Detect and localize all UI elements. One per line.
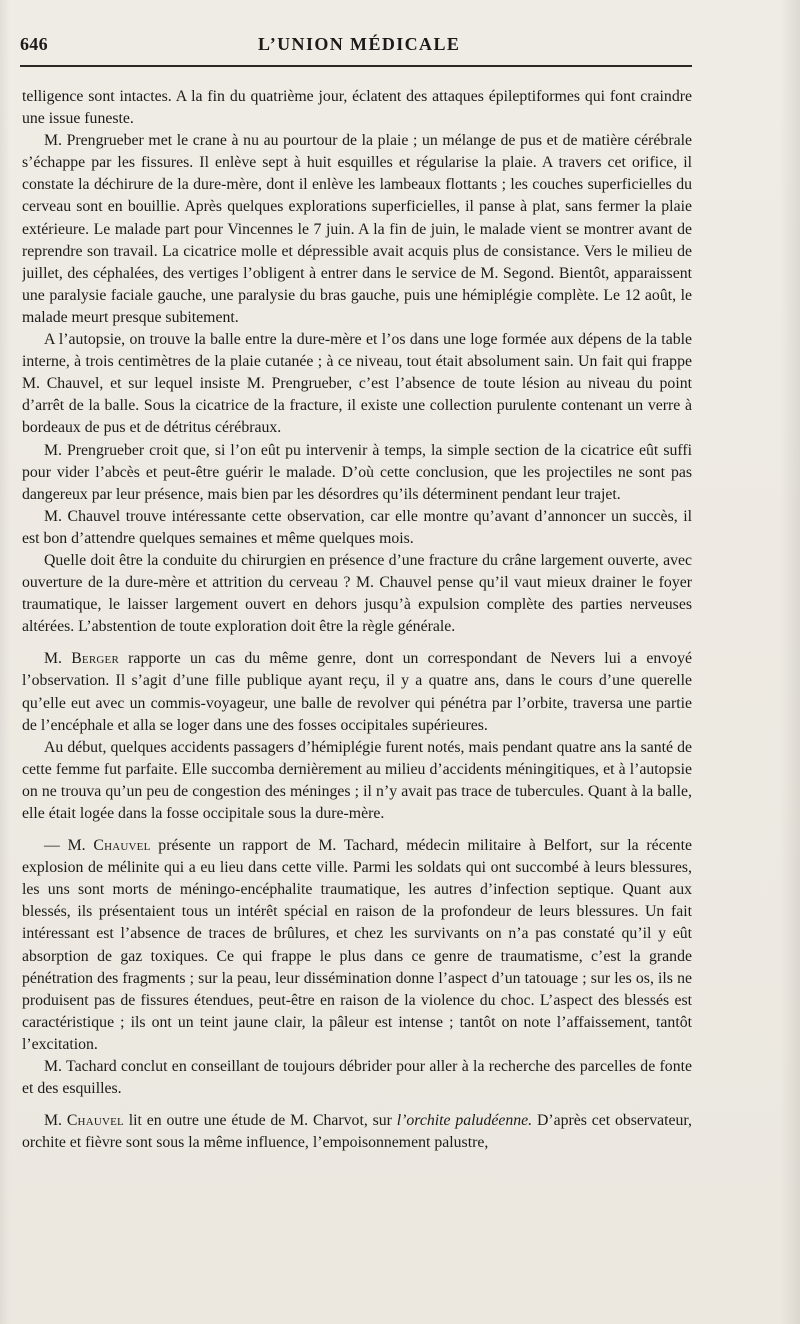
paragraph-berger-text: rapporte un cas du même genre, dont un correspondant de Nevers lui a envoyé l’observation. Il s’agit d’une fille publique ayant reçu, il y a quatre ans, dans le cours d’une querelle qu’elle eut avec un commis-voyageur, une balle de revolver qui pénétra par l’orbite, traversa une partie de l’encéphale et alla se loger dans une des fosses occipitales supérieures. bbox=[22, 650, 692, 734]
paragraph-continuation: telligence sont intactes. A la fin du quatrième jour, éclatent des attaques épileptiformes qui font craindre une issue funeste. bbox=[22, 88, 692, 128]
paragraph-spacer bbox=[22, 825, 692, 835]
speaker-name-berger: Berger bbox=[71, 650, 119, 668]
page-header bbox=[20, 30, 692, 70]
paragraph-spacer bbox=[22, 638, 692, 648]
running-title: L’UNION MÉDICALE bbox=[258, 34, 461, 54]
paragraph-tachard-conclusion: M. Tachard conclut en conseillant de toujours débrider pour aller à la recherche des parcelles de fonte et des esquilles. bbox=[22, 1058, 692, 1098]
paragraph-berger-case bbox=[22, 648, 692, 736]
paragraph-surgical-conduct: Quelle doit être la conduite du chirurgien en présence d’une fracture du crâne largement ouverte, avec ouverture de la dure-mère et attrition du cerveau ? M. Chauvel pense qu’il vaut mieux drainer le foyer traumatique, le laisser largement ouvert en dehors jusqu’à expulsion complète des parties nerveuses altérées. L’abstention de toute exploration doit être la règle générale. bbox=[22, 551, 692, 636]
study-title: l’orchite paludéenne. bbox=[396, 1112, 533, 1130]
paragraph-prengrueber-conclusion: M. Prengrueber croit que, si l’on eût pu intervenir à temps, la simple section de la cicatrice eût suffi pour vider l’abcès et peut-être guérir le malade. D’où cette conclusion, que les projectiles ne sont pas dangereux par leur présence, mais bien par les désordres qu’ils déterminent pendant leur trajet. bbox=[22, 441, 692, 503]
article-body bbox=[22, 86, 692, 1296]
paragraph-berger-outcome: Au début, quelques accidents passagers d’hémiplégie furent notés, mais pendant quatre ans la santé de cette femme fut parfaite. Elle succomba dernièrement au milieu d’accidents méningitiques, et à l’autopsie on ne trouva qu’un peu de congestion des méninges ; il n’y avait pas trace de tubercules. Quant à la balle, elle était logée dans la fosse occipitale sous la dure-mère. bbox=[22, 738, 692, 822]
paragraph-spacer bbox=[22, 1100, 692, 1110]
binding-gutter-shadow bbox=[0, 0, 10, 1324]
paragraph-berger-lead: M. bbox=[44, 650, 72, 668]
paragraph-chauvel-lead: — M. bbox=[44, 837, 94, 855]
paragraph-charvot-study bbox=[22, 1110, 692, 1154]
paragraph-chauvel-text: présente un rapport de M. Tachard, médecin militaire à Belfort, sur la récente explosion de mélinite qui a eu lieu dans cette ville. Parmi les soldats qui ont succombé à leurs blessures, les uns sont morts de méningo-encéphalite traumatique, les autres d’infection septique. Quant aux blessés, ils présentaient tous un intérêt spécial en raison de la profondeur de leurs blessures. Un fait intéressant est l’absence de traces de brûlures, et chez les survivants on n’a pas constaté qu’il y eût absorption de gaz toxiques. Ce qui frappe le plus dans ce genre de traumatisme, c’est la grande pénétration des fragments ; sur la peau, leur dissémination donne l’aspect d’un tatouage ; sur les os, ils ne produisent pas de fissures étendues, peut-être en raison de la violence du choc. L’aspect des blessés est caractéristique ; ils ont un teint jaune clair, la pâleur est intense ; tantôt on note l’affaissement, tantôt l’excitation. bbox=[22, 837, 692, 1053]
header-rule bbox=[20, 65, 692, 67]
paragraph-charvot-text: D’après cet observateur, orchite et fièvre sont sous la même influence, l’empoisonnement palustre, bbox=[22, 1112, 692, 1152]
paragraph-prengrueber-operation: M. Prengrueber met le crane à nu au pourtour de la plaie ; un mélange de pus et de matière cérébrale s’échappe par les fissures. Il enlève sept à huit esquilles et régularise la plaie. A travers cet orifice, il constate la déchirure de la dure-mère, dont il enlève les lambeaux flottants ; les couches superficielles du cerveau sont en bouillie. Après quelques explorations superficielles, il panse à plat, sans fermer la plaie extérieure. Le malade part pour Vincennes le 7 juin. A la fin de juin, le malade vient se montrer avant de reprendre son travail. La cicatrice molle et dépressible avait acquis plus de consistance. Vers le milieu de juillet, des céphalées, des vertiges l’obligent à entrer dans le service de M. Segond. Bientôt, apparaissent une paralysie faciale gauche, une paralysie du bras gauche, puis une hémiplégie complète. Le 12 août, le malade meurt presque subitement. bbox=[22, 132, 692, 326]
paragraph-chauvel-comment: M. Chauvel trouve intéressante cette observation, car elle montre qu’avant d’annoncer un succès, il est bon d’attendre quelques semaines et même quelques mois. bbox=[22, 507, 692, 547]
speaker-name-chauvel: Chauvel bbox=[93, 837, 151, 855]
speaker-name-chauvel-second: Chauvel bbox=[66, 1112, 124, 1130]
paragraph-charvot-middle: lit en outre une étude de M. Charvot, sur bbox=[123, 1112, 397, 1130]
paragraph-autopsy: A l’autopsie, on trouve la balle entre la dure-mère et l’os dans une loge formée aux dépens de la table interne, à trois centimètres de la plaie cutanée ; à ce niveau, tout était absolument sain. Un fait qui frappe M. Chauvel, et sur lequel insiste M. Prengrueber, c’est l’absence de toute lésion au niveau du point d’arrêt de la balle. Sous la cicatrice de la fracture, il existe une collection purulente contenant un verre à bordeaux de pus et de détritus cérébraux. bbox=[22, 331, 692, 437]
page-number: 646 bbox=[20, 34, 48, 54]
page-edge-shadow bbox=[780, 0, 800, 1324]
paragraph-charvot-lead: M. bbox=[44, 1112, 67, 1130]
paragraph-chauvel-report bbox=[22, 835, 692, 1056]
